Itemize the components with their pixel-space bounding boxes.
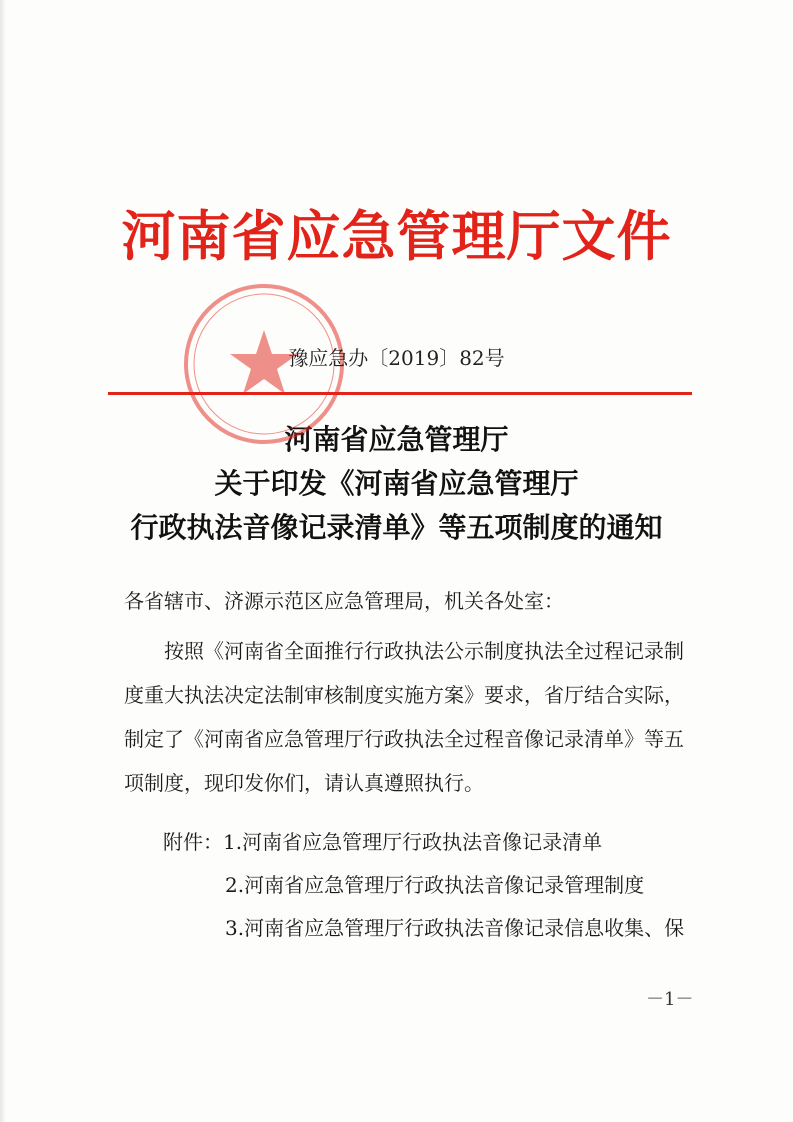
body-line: 度重大执法决定法制审核制度实施方案》要求，省厅结合实际， xyxy=(124,683,684,707)
document-number: 豫应急办〔2019〕82号 xyxy=(288,346,505,370)
salutation: 各省辖市、济源示范区应急管理局，机关各处室： xyxy=(124,589,564,613)
body-line: 制定了《河南省应急管理厅行政执法全过程音像记录清单》等五 xyxy=(124,727,684,751)
attachment-item: 附件：1.河南省应急管理厅行政执法音像记录清单 xyxy=(163,830,603,854)
attachment-item: 3.河南省应急管理厅行政执法音像记录信息收集、保 xyxy=(225,916,685,940)
scan-edge xyxy=(0,0,6,1122)
body-line: 按照《河南省全面推行行政执法公示制度执法全过程记录制 xyxy=(124,639,684,663)
document-header-title: 河南省应急管理厅文件 xyxy=(121,204,672,268)
notice-title-line: 河南省应急管理厅 xyxy=(284,423,509,456)
notice-title-line: 关于印发《河南省应急管理厅 xyxy=(214,467,579,500)
page-number: －1－ xyxy=(646,989,694,1010)
attachment-item: 2.河南省应急管理厅行政执法音像记录管理制度 xyxy=(225,873,645,897)
body-line: 项制度，现印发你们，请认真遵照执行。 xyxy=(124,771,484,795)
body-paragraph xyxy=(124,629,694,805)
notice-title xyxy=(0,418,793,550)
notice-title-line: 行政执法音像记录清单》等五项制度的通知 xyxy=(130,511,663,544)
